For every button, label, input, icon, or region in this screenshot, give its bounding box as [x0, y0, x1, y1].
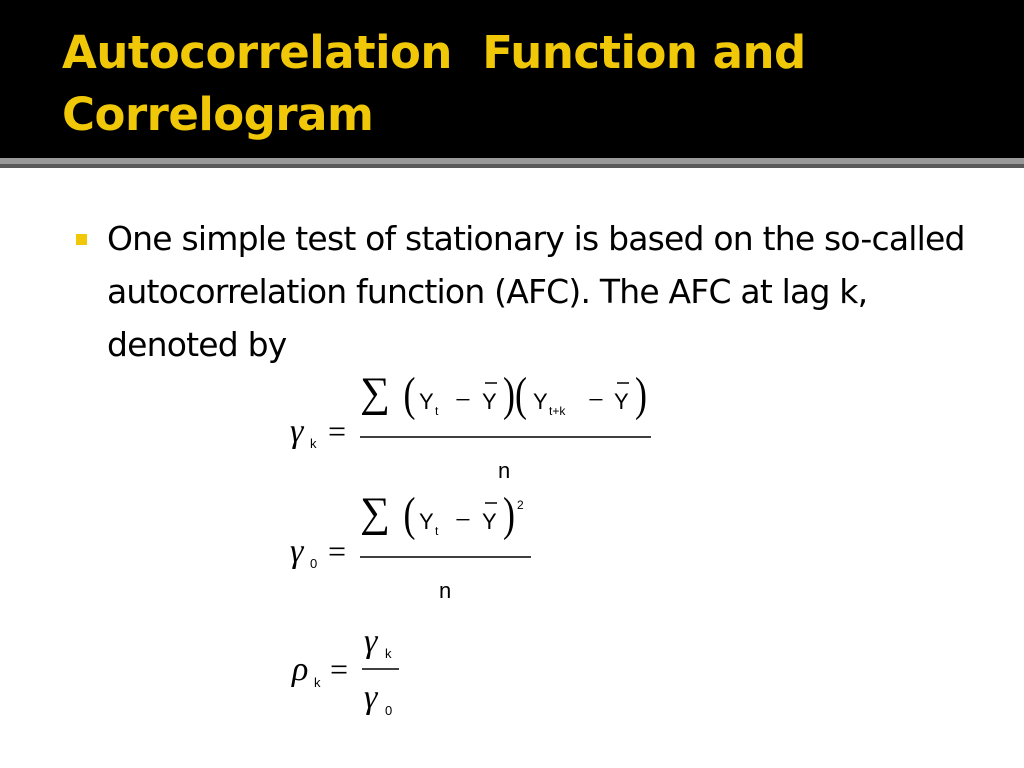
- eq2-power: 2: [517, 498, 524, 512]
- eq1-ybar-1: Y: [482, 389, 497, 414]
- equation-gamma-0: [288, 488, 548, 606]
- eq2-gamma-symbol: γ: [290, 533, 304, 570]
- eq1-minus-2: −: [588, 385, 604, 416]
- eq3-equals: =: [330, 651, 349, 687]
- eq1-ybar-2: Y: [614, 389, 629, 414]
- eq3-denominator-gamma: γ: [364, 679, 378, 716]
- eq1-sub-t: t: [435, 404, 439, 418]
- eq3-rho-subscript: k: [314, 675, 321, 690]
- equation-gamma-k: [288, 368, 668, 486]
- slide-title: [62, 22, 962, 146]
- eq1-denominator: n: [498, 458, 511, 483]
- eq1-close-paren-2: ): [635, 368, 647, 422]
- eq3-denominator-sub: 0: [385, 703, 393, 718]
- eq1-minus-1: −: [455, 385, 471, 416]
- slide-body: [0, 168, 1024, 768]
- eq1-close-paren-1: ): [503, 368, 515, 422]
- equation-rho-k: [288, 624, 418, 724]
- eq1-sub-tk: t+k: [549, 404, 566, 418]
- eq2-denominator: n: [439, 578, 452, 603]
- bullet-square-icon: [76, 234, 87, 245]
- eq2-y: Y: [419, 509, 434, 534]
- eq2-ybar: Y: [482, 509, 497, 534]
- eq2-open-paren: (: [403, 488, 416, 542]
- eq1-y-2: Y: [533, 389, 548, 414]
- bullet-text: One simple test of stationary is based on the so-called autocorrelation function (AFC). The AFC at lag k, denoted by: [107, 219, 965, 364]
- eq2-gamma-subscript: 0: [310, 556, 318, 571]
- eq2-equals: =: [328, 533, 347, 569]
- eq3-rho-symbol: ρ: [292, 651, 309, 688]
- slide-title-line-2: Correlogram: [62, 88, 374, 141]
- eq2-sub-t: t: [435, 524, 439, 538]
- eq1-gamma-symbol: γ: [290, 413, 304, 450]
- eq2-close-paren: ): [503, 488, 515, 542]
- title-bar: [0, 0, 1024, 158]
- eq1-gamma-subscript: k: [310, 436, 317, 451]
- eq2-sum-symbol: ∑: [360, 490, 390, 536]
- eq1-equals: =: [328, 413, 347, 449]
- slide-title-line-1: Autocorrelation Function and: [62, 26, 806, 79]
- eq2-minus: −: [455, 505, 471, 536]
- eq1-open-paren-2: (: [515, 368, 527, 422]
- eq3-numerator-sub: k: [385, 646, 392, 661]
- eq1-open-paren-1: (: [403, 368, 416, 422]
- eq1-y: Y: [419, 389, 434, 414]
- eq3-numerator-gamma: γ: [364, 623, 378, 660]
- eq1-sum-symbol: ∑: [360, 370, 390, 416]
